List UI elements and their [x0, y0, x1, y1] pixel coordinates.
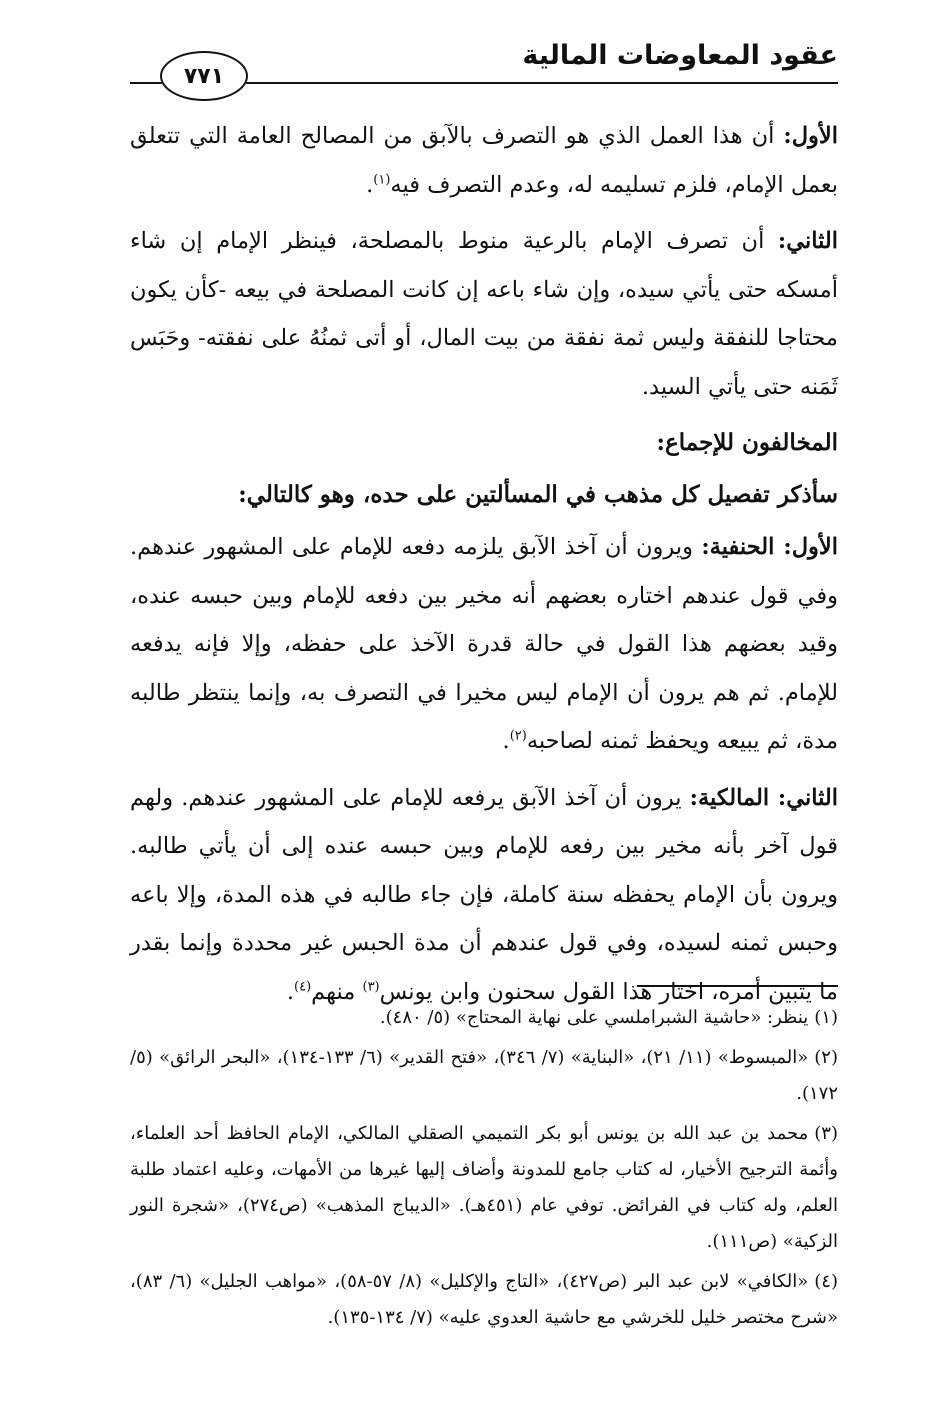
- paragraph-text: أن هذا العمل الذي هو التصرف بالآبق من المصالح العامة التي تتعلق بعمل الإمام، فلزم تسليمه له، وعدم التصرف فيه: [130, 123, 838, 198]
- paragraph-text: ويرون أن آخذ الآبق يلزمه دفعه للإمام على المشهور عندهم. وفي قول عندهم اختاره بعضهم أنه مخير بين دفعه للإمام وبين حبسه عنده، وقيد بعضهم هذا القول في حالة قدرة الآخذ على حفظه، وإلا فإنه يدفعه للإمام. ثم هم يرون أن الإمام ليس مخيرا في التصرف به، وإنما ينتظر طالبه مدة، ثم يبيعه ويحفظ ثمنه لصاحبه: [130, 534, 838, 754]
- paragraph-label: الأول: الحنفية:: [701, 534, 838, 560]
- header-rule-left: [130, 82, 162, 84]
- main-text: [130, 112, 838, 1024]
- footnote-text: ينظر: «حاشية الشبراملسي على نهاية المحتاج» (٥/ ٤٨٠).: [379, 1007, 809, 1028]
- paragraph-text: أن تصرف الإمام بالرعية منوط بالمصلحة، فينظر الإمام إن شاء أمسكه حتى يأتي سيده، وإن شاء باعه إن كانت المصلحة في بيعه -كأن يكون محتاجا للنفقة وليس ثمة نفقة من بيت المال، أو أتى ثمنُهُ على نفقته- وحَبَس ثَمَنه حتى يأتي السيد.: [130, 228, 838, 400]
- footnote: [130, 1116, 838, 1260]
- paragraph-text: يرون أن آخذ الآبق يرفعه للإمام على المشهور عندهم. ولهم قول آخر بأنه مخير بين رفعه للإمام وبين حبسه عنده إلى أن يأتي طالبه. ويرون بأن الإمام يحفظه سنة كاملة، فإن جاء طالبه في هذه المدة، وإلا باعه وحبس ثمنه لسيده، وفي قول عندهم أن مدة الحبس غير محددة وإنما بقدر ما يتبين أمره، اختار هذا القول سحنون وابن يونس: [130, 784, 838, 1005]
- section-subheading: سأذكر تفصيل كل مذهب في المسألتين على حده، وهو كالتالي:: [238, 481, 838, 508]
- paragraph-end: .: [502, 728, 510, 754]
- footnote-number: (٤): [814, 1271, 838, 1292]
- paragraph-hanafi: [130, 523, 838, 766]
- paragraph-second-reason: [130, 217, 838, 411]
- paragraph-label: الثاني:: [777, 228, 838, 254]
- footnote-text: «المبسوط» (١١/ ٢١)، «البناية» (٧/ ٣٤٦)، «فتح القدير» (٦/ ١٣٣-١٣٤)، «البحر الرائق» (٥/ ١٧٢).: [130, 1047, 838, 1104]
- footnote-text: «الكافي» لابن عبد البر (ص٤٢٧)، «التاج والإكليل» (٨/ ٥٧-٥٨)، «مواهب الجليل» (٦/ ٨٣)، «شرح مختصر خليل للخرشي مع حاشية العدوي عليه» (٧/ ١٣٤-١٣٥).: [130, 1271, 838, 1328]
- section-heading: المخالفون للإجماع:: [656, 429, 838, 456]
- footnote-ref: (٤): [294, 979, 312, 994]
- paragraph-label: الثاني: المالكية:: [689, 784, 838, 811]
- paragraph-label: الأول:: [783, 123, 838, 149]
- paragraph-end: .: [366, 171, 374, 198]
- paragraph-first-reason: [130, 112, 838, 209]
- footnote-text: محمد بن عبد الله بن يونس أبو بكر التميمي الصقلي المالكي، الإمام الحافظ أحد العلماء، وأئمة الترجيح الأخيار، له كتاب جامع للمدونة وأضاف إليها غيرها من الأمهات، وعليه اعتماد طلبة العلم، وله كتاب في الفرائض. توفي عام (٤٥١هـ). «الديباج المذهب» (ص٢٧٤)، «شجرة النور الزكية» (ص١١١).: [130, 1123, 838, 1252]
- footnote-ref: (٣): [362, 979, 380, 994]
- paragraph-text-mid: منهم: [311, 978, 363, 1005]
- footnote-number: (١): [814, 1007, 838, 1028]
- footnote-ref: (١): [373, 172, 391, 187]
- page-number: ٧٧١: [160, 51, 248, 101]
- footnote: [130, 1264, 838, 1336]
- footnote-ref: (٢): [509, 728, 527, 744]
- paragraph-maliki: [130, 774, 838, 1017]
- running-title: عقود المعاوضات المالية: [522, 40, 838, 71]
- footnote-number: (٣): [814, 1123, 838, 1144]
- footnote-separator: [637, 985, 838, 987]
- footnote: [130, 1000, 838, 1036]
- paragraph-end: .: [286, 978, 294, 1005]
- footnote: [130, 1040, 838, 1112]
- page-header: [0, 0, 949, 100]
- footnotes: [130, 1000, 838, 1340]
- footnote-number: (٢): [814, 1047, 838, 1068]
- header-rule: [246, 82, 838, 84]
